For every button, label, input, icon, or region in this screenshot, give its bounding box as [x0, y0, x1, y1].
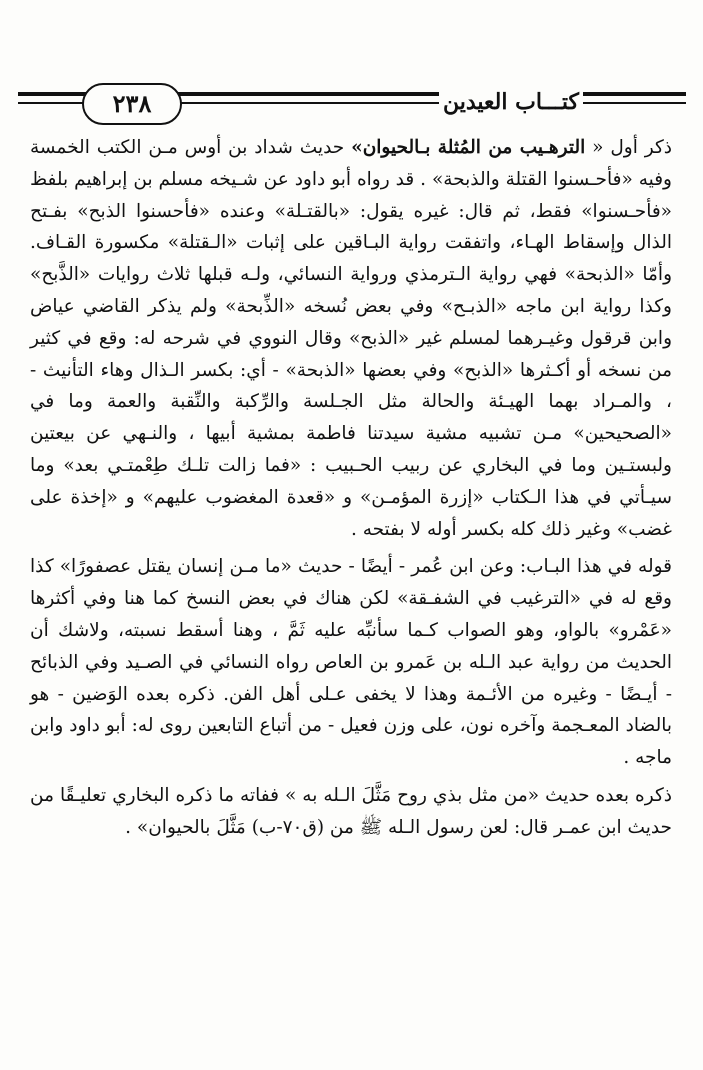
header-rule-left	[18, 92, 88, 96]
header-rule-right-thin	[176, 102, 686, 104]
paragraph-2: قوله في هذا البـاب: وعن ابن عُمر - أيضًا - حديث «ما مـن إنسان يقتل عصفورًا» كذا وقع له في «الترغيب في الشفـقة» لكن هناك في بعض النسخ كما هنا وفي أكثرها «عَمْرو» بالواو، وهو الصواب كـما سأنبِّه عليه ثَمَّ ، وهنا أسقط نسبته، ولاشك أن الحديث من رواية عبد الـله بن عَمرو بن العاص رواه النسائي في الصـيد وفي الذبائح - أيـضًا - وغيره من الأئـمة وهذا لا يخفى عـلى أهل الفن. ذكره بعده الوَضين - هو بالضاد المعـجمة وآخره نون، على وزن فعيل - من أتباع التابعين روى له: أبو داود وابن ماجه .	[30, 556, 672, 769]
section-heading-term: الترهـيب من المُثلة بـالحيوان»	[351, 137, 586, 158]
page-number: ٢٣٨	[82, 83, 182, 125]
page-header	[0, 78, 703, 128]
paragraph-1-body: حديث شداد بن أوس مـن الكتب الخمسة وفيه «فأحـسنوا القتلة والذبحة» . قد رواه أبو داود عن شـيخه مسلم بن إبراهيم بلفظ «فأحـسنوا» فقط، ثم قال: غيره يقول: «بالقتـلة» وعنده «فأحسنوا الذبح» بفـتح الذال وإسقاط الهـاء، واتفقت رواية البـاقين على إثبات «الـقتلة» مكسورة القـاف. وأمّا «الذبحة» فهي رواية الـترمذي ورواية النسائي، ولـه قبلها ثلاث روايات «الذَّبح» وكذا رواية ابن ماجه «الذبـح» وفي بعض نُسخه «الذِّبحة» ولم يذكر القاضي عياض وابن قرقول وغيـرهما لمسلم غير «الذبح» وقال النووي في شرحه له: وقع في كثير من نسخه أو أكـثرها «الذبح» وفي بعضها «الذبحة» - أي: بكسر الـذال وهاء التأنيث - ، والمـراد بهما الهيـئة والحالة مثل الجـلسة والرِّكبة والنِّقبة والعمة وما في «الصحيحين» مـن تشبيه مشية سيدتنا فاطمة بمشية أبيها ، والنـهي عن بيعتين ولبستـين وما في البخاري عن ربيب الحـبيب : «فما زالت تلـك طِعْمتـي بعد» وما سيـأتي في هذا الـكتاب «إزرة المؤمـن» و «قعدة المغضوب عليهم» و «إخذة على غضب» وغير ذلك كله بكسر أوله لا بفتحه .	[30, 137, 672, 540]
paragraph-1	[30, 132, 672, 545]
header-rule-right	[176, 92, 686, 96]
header-rule-left-thin	[18, 102, 88, 104]
main-text	[30, 132, 672, 844]
running-title: كتـــاب العيدين	[439, 86, 583, 118]
paragraph-1-lead: ذكر أول «	[585, 137, 673, 158]
paragraph-3: ذكره بعده حديث «من مثل بذي روح مَثَّلَ الـله به » ففاته ما ذكره البخاري تعليـقًا من حديث ابن عمـر قال: لعن رسول الـله ﷺ من (ق٧٠-ب) مَثَّلَ بالحيوان» .	[30, 784, 672, 838]
